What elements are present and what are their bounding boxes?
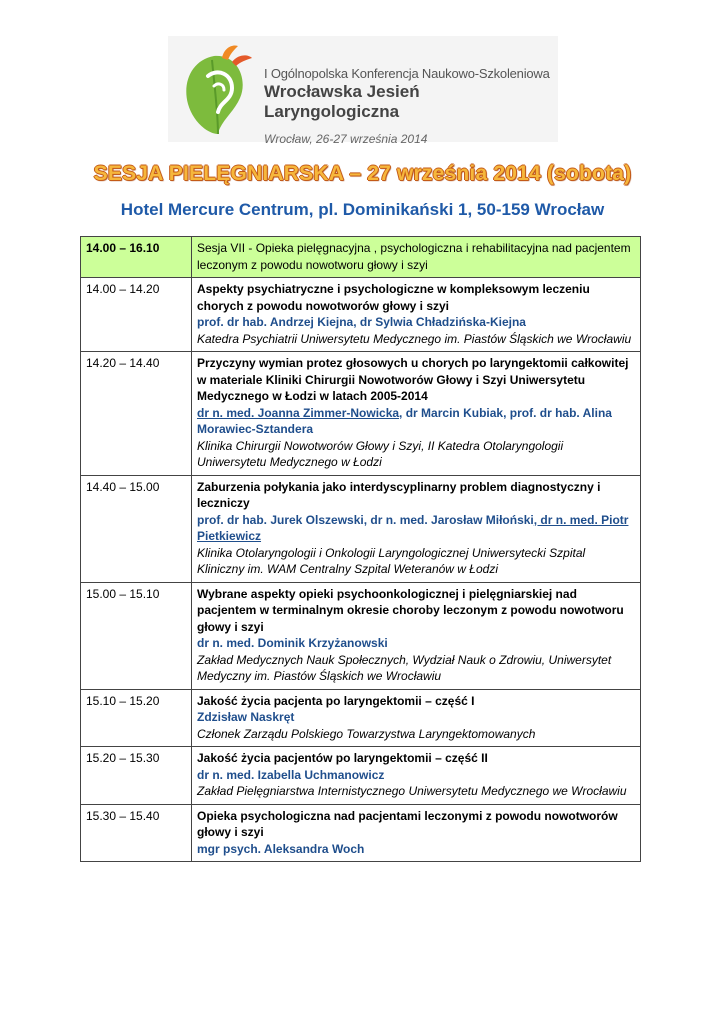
program-table xyxy=(80,236,641,862)
talk-author-underlined: dr n. med. Joanna Zimmer-Nowicka, xyxy=(197,405,403,420)
talk-title: Jakość życia pacjentów po laryngektomii – część II xyxy=(197,751,488,765)
talk-authors-first: prof. dr hab. Jurek Olszewski, dr n. med. Jarosław Miłoński xyxy=(197,512,534,527)
venue-address: Hotel Mercure Centrum, pl. Dominikański 1, 50-159 Wrocław xyxy=(120,200,605,219)
talk-details xyxy=(192,804,641,862)
table-row xyxy=(81,689,641,747)
talk-authors: dr n. med. Izabella Uchmanowicz xyxy=(197,767,385,782)
table-header-row xyxy=(81,237,641,278)
talk-time: 15.30 – 15.40 xyxy=(81,804,192,862)
table-row xyxy=(81,278,641,352)
table-row xyxy=(81,475,641,582)
talk-title: Opieka psychologiczna nad pacjentami leczonymi z powodu nowotworów głowy i szyi xyxy=(197,808,618,839)
banner-text xyxy=(264,66,558,146)
talk-details xyxy=(192,689,641,747)
talk-title: Przyczyny wymian protez głosowych u chorych po laryngektomii całkowitej w materiale Kliniki Chirurgii Nowotworów Głowy i Szyi Uniwersytetu Medycznego w Łodzi w latach 2005-2014 xyxy=(197,356,629,403)
session-time: 14.00 – 16.10 xyxy=(81,237,192,278)
talk-authors xyxy=(197,405,635,438)
talk-details xyxy=(192,747,641,805)
talk-affiliation: Zakład Medycznych Nauk Społecznych, Wydział Nauk o Zdrowiu, Uniwersytet Medyczny im. Piastów Śląskich we Wrocławiu xyxy=(197,652,612,683)
talk-authors: Zdzisław Naskręt xyxy=(197,710,295,724)
talk-details xyxy=(192,278,641,352)
talk-title: Zaburzenia połykania jako interdyscyplinarny problem diagnostyczny i leczniczy xyxy=(197,479,601,510)
talk-authors: prof. dr hab. Andrzej Kiejna, dr Sylwia Chładzińska-Kiejna xyxy=(197,315,526,329)
talk-affiliation: Zakład Pielęgniarstwa Internistycznego Uniwersytetu Medycznego we Wrocławiu xyxy=(197,784,627,798)
talk-time: 15.10 – 15.20 xyxy=(81,689,192,747)
conference-name: Wrocławska Jesień Laryngologiczna xyxy=(264,82,420,121)
talk-title: Aspekty psychiatryczne i psychologiczne w kompleksowym leczeniu chorych z powodu nowotworów głowy i szyi xyxy=(197,282,590,313)
talk-title: Wybrane aspekty opieki psychoonkologicznej i pielęgniarskiej nad pacjentem w terminalnym okresie choroby leczonym z powodu nowotworu głowy i szyi xyxy=(197,586,624,634)
ear-leaf-logo-icon xyxy=(178,42,264,138)
talk-time: 15.00 – 15.10 xyxy=(81,582,192,689)
talk-time: 14.20 – 14.40 xyxy=(81,352,192,476)
talk-affiliation: Katedra Psychiatrii Uniwersytetu Medycznego im. Piastów Śląskich we Wrocławiu xyxy=(197,331,632,346)
talk-affiliation: Członek Zarządu Polskiego Towarzystwa Laryngektomowanych xyxy=(197,726,536,741)
talk-authors xyxy=(197,512,635,545)
table-row xyxy=(81,747,641,805)
talk-author-underlined: , dr n. med. Piotr Pietkiewicz xyxy=(197,512,629,543)
talk-time: 14.40 – 15.00 xyxy=(81,475,192,582)
talk-details xyxy=(192,475,641,582)
table-row xyxy=(81,582,641,689)
conference-date-place: Wrocław, 26-27 września 2014 xyxy=(264,132,428,146)
talk-authors: dr n. med. Dominik Krzyżanowski xyxy=(197,636,388,650)
talk-authors: mgr psych. Aleksandra Woch xyxy=(197,841,365,856)
talk-title: Jakość życia pacjenta po laryngektomii – część I xyxy=(197,693,475,708)
talk-affiliation: Klinika Otolaryngologii i Onkologii Laryngologicznej Uniwersytecki Szpital Kliniczny im. WAM Centralny Szpital Weteranów w Łodzi xyxy=(197,545,586,576)
talk-time: 14.00 – 14.20 xyxy=(81,278,192,352)
session-name: Sesja VII - Opieka pielęgnacyjna , psychologiczna i rehabilitacyjna nad pacjentem leczonym z powodu nowotworu głowy i szyi xyxy=(192,237,641,278)
talk-details xyxy=(192,352,641,476)
talk-time: 15.20 – 15.30 xyxy=(81,747,192,805)
talk-affiliation: Klinika Chirurgii Nowotworów Głowy i Szyi, II Katedra Otolaryngologii Uniwersytetu Medycznego w Łodzi xyxy=(197,438,564,469)
table-row xyxy=(81,804,641,862)
talk-authors-rest: dr Marcin Kubiak, prof. dr hab. Alina Morawiec-Sztandera xyxy=(197,405,612,436)
table-row xyxy=(81,352,641,476)
session-title: SESJA PIELĘGNIARSKA – 27 września 2014 (sobota) xyxy=(93,162,632,185)
talk-details xyxy=(192,582,641,689)
conference-series: I Ogólnopolska Konferencja Naukowo-Szkoleniowa xyxy=(264,66,550,81)
conference-banner xyxy=(168,36,558,146)
